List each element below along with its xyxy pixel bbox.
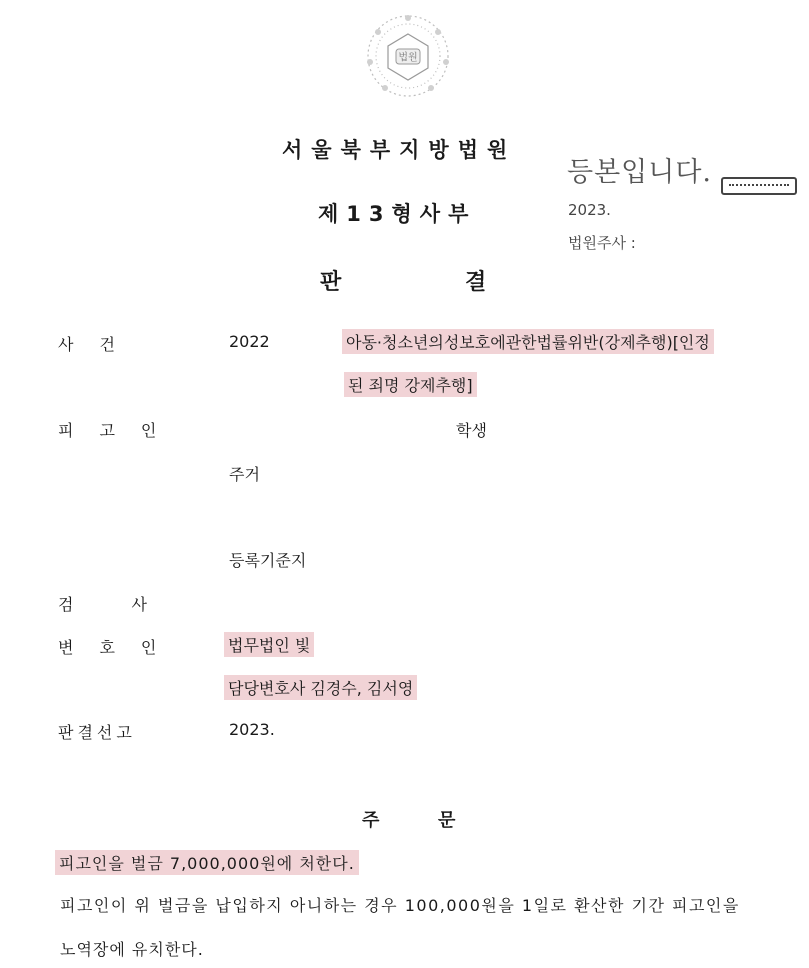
charge-line-2: 된 죄명 강제추행] [344,372,477,397]
document-type-left: 판 [320,270,342,295]
sentence-line-1: 피고인을 벌금 7,000,000원에 처한다. [55,850,359,875]
ruling-date: 2023. [229,720,275,739]
certified-copy-stamp: 등본입니다. [567,157,712,188]
document-type-right: 결 [465,270,487,295]
counsel-label: 변호인 [58,638,183,657]
court-division: 제13형사부 [318,202,477,226]
case-label: 사건 [58,335,141,354]
sentence-line-3: 노역장에 유치한다. [60,940,204,959]
court-name: 서울북부지방법원 [282,138,517,162]
ruling-date-label: 판결선고 [58,723,136,742]
clerk-seal-icon [721,177,797,195]
seal-label: 법원 [398,52,418,64]
defendant-occupation: 학생 [456,421,487,440]
defendant-label: 피고인 [58,421,183,440]
case-number: 2022 [229,332,270,351]
defendant-residence: 주거 [229,465,260,484]
charge-line-1: 아동·청소년의성보호에관한법률위반(강제추행)[인정 [342,329,714,354]
main-text-title-right: 문 [438,810,456,831]
defendant-registered-address: 등록기준지 [229,551,307,570]
sentence-line-2: 피고인이 위 벌금을 납입하지 아니하는 경우 100,000원을 1일로 환산한 기간 피고인을 [60,896,740,915]
stamp-date: 2023. [568,201,611,219]
court-seal [363,12,453,98]
main-text-title-left: 주 [362,810,380,831]
prosecutor-label: 검사 [58,595,205,614]
stamp-clerk: 법원주사 : [568,234,636,252]
counsel-attorneys: 담당변호사 김경수, 김서영 [224,675,417,700]
counsel-firm: 법무법인 빛 [224,632,314,657]
